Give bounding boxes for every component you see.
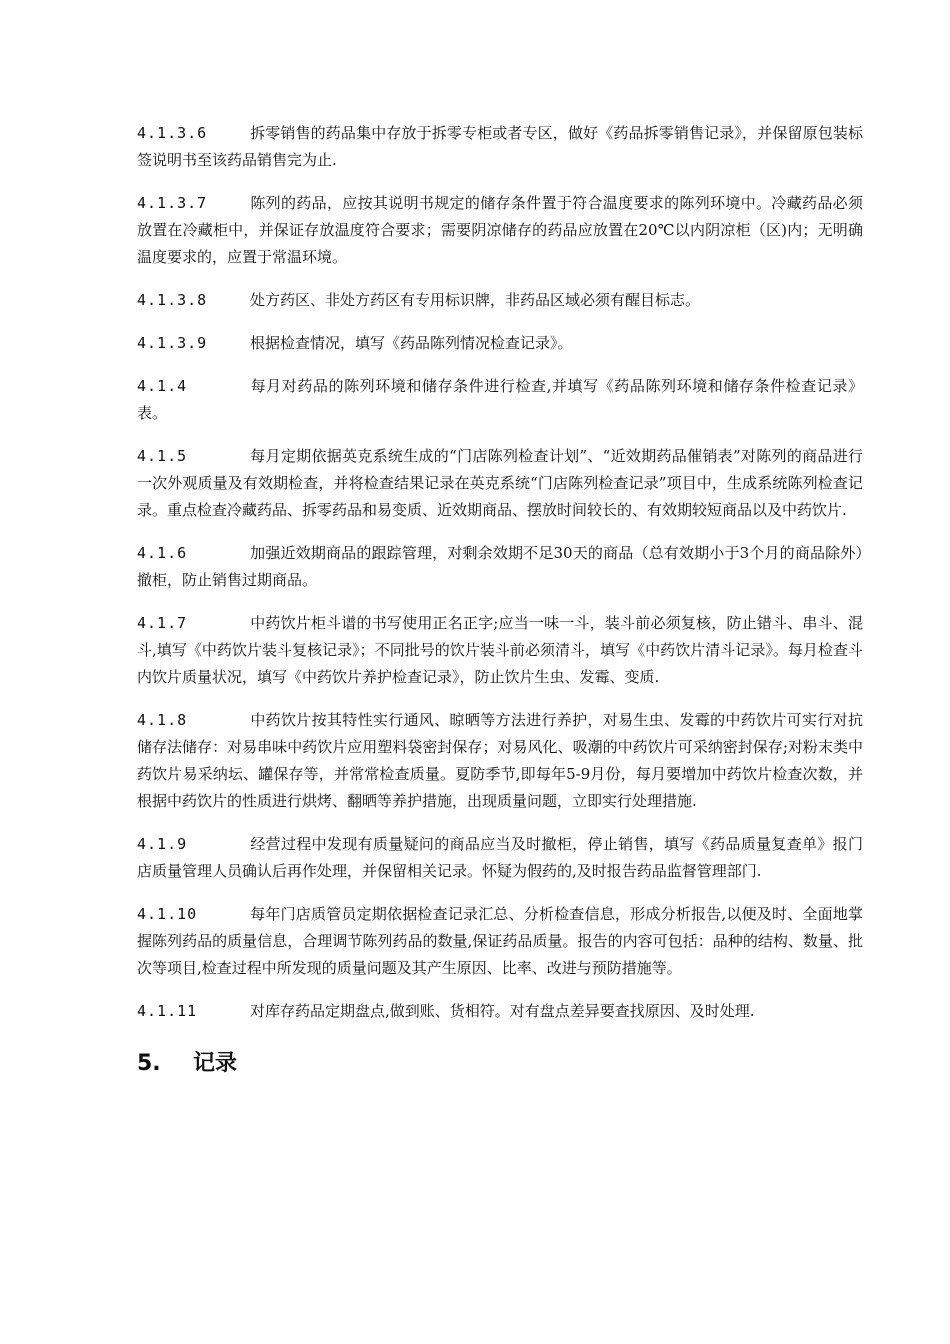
clause-number: 4.1.9 <box>137 835 188 853</box>
clause-paragraph <box>137 120 863 174</box>
document-body <box>137 120 863 1079</box>
paragraph-list <box>137 120 863 1025</box>
clause-text: 中药饮片柜斗谱的书写使用正名正字;应当一味一斗，装斗前必须复核，防止错斗、串斗、混斗,填写《中药饮片装斗复核记录》；不同批号的饮片装斗前必须清斗，填写《中药饮片清斗记录》。每月检查斗内饮片质量状况，填写《中药饮片养护检查记录》，防止饮片生虫、发霉、变质. <box>137 614 863 686</box>
clause-number: 4.1.3.6 <box>137 124 208 142</box>
clause-paragraph <box>137 610 863 691</box>
section-number: 5. <box>137 1051 161 1076</box>
clause-paragraph <box>137 287 863 314</box>
section-heading <box>137 1049 863 1079</box>
clause-text: 拆零销售的药品集中存放于拆零专柜或者专区，做好《药品拆零销售记录》，并保留原包装标签说明书至该药品销售完为止. <box>137 124 863 169</box>
clause-paragraph <box>137 998 863 1025</box>
clause-text: 根据检查情况，填写《药品陈列情况检查记录》。 <box>250 334 573 352</box>
clause-paragraph <box>137 190 863 271</box>
clause-paragraph <box>137 707 863 815</box>
clause-number: 4.1.11 <box>137 1002 198 1020</box>
clause-paragraph <box>137 901 863 982</box>
clause-paragraph <box>137 443 863 524</box>
clause-text: 每月对药品的陈列环境和储存条件进行检查,并填写《药品陈列环境和储存条件检查记录》表。 <box>137 377 863 422</box>
clause-text: 经营过程中发现有质量疑问的商品应当及时撤柜，停止销售，填写《药品质量复查单》报门店质量管理人员确认后再作处理，并保留相关记录。怀疑为假药的,及时报告药品监督管理部门. <box>137 835 863 880</box>
clause-number: 4.1.7 <box>137 614 188 632</box>
clause-paragraph <box>137 330 863 357</box>
clause-text: 中药饮片按其特性实行通风、晾晒等方法进行养护，对易生虫、发霉的中药饮片可实行对抗储存法储存：对易串味中药饮片应用塑料袋密封保存；对易风化、吸潮的中药饮片可采纳密封保存;对粉末类中药饮片易采纳坛、罐保存等，并常常检查质量。夏防季节,即每年5-9月份，每月要增加中药饮片检查次数，并根据中药饮片的性质进行烘烤、翻晒等养护措施，出现质量问题，立即实行处理措施. <box>137 711 863 810</box>
clause-paragraph <box>137 373 863 427</box>
clause-number: 4.1.10 <box>137 905 198 923</box>
clause-number: 4.1.3.7 <box>137 194 208 212</box>
clause-text: 每月定期依据英克系统生成的“门店陈列检查计划”、“近效期药品催销表”对陈列的商品进行一次外观质量及有效期检查，并将检查结果记录在英克系统“门店陈列检查记录”项目中，生成系统陈列检查记录。重点检查冷藏药品、拆零药品和易变质、近效期商品、摆放时间较长的、有效期较短商品以及中药饮片. <box>137 447 863 519</box>
clause-text: 对库存药品定期盘点,做到账、货相符。对有盘点差异要查找原因、及时处理. <box>250 1002 755 1020</box>
clause-text: 加强近效期商品的跟踪管理，对剩余效期不足30天的商品（总有效期小于3个月的商品除外）撤柜，防止销售过期商品。 <box>137 544 863 589</box>
clause-number: 4.1.8 <box>137 711 188 729</box>
clause-paragraph <box>137 540 863 594</box>
clause-text: 处方药区、非处方药区有专用标识牌，非药品区域必须有醒目标志。 <box>250 291 701 309</box>
clause-number: 4.1.3.8 <box>137 291 208 309</box>
clause-number: 4.1.5 <box>137 447 188 465</box>
clause-text: 陈列的药品，应按其说明书规定的储存条件置于符合温度要求的陈列环境中。冷藏药品必须放置在冷藏柜中，并保证存放温度符合要求；需要阴凉储存的药品应放置在20℃以内阴凉柜（区)内；无明确温度要求的，应置于常温环境。 <box>137 194 863 266</box>
clause-text: 每年门店质管员定期依据检查记录汇总、分析检查信息，形成分析报告,以便及时、全面地掌握陈列药品的质量信息，合理调节陈列药品的数量,保证药品质量。报告的内容可包括：品种的结构、数量、批次等项目,检查过程中所发现的质量问题及其产生原因、比率、改进与预防措施等。 <box>137 905 863 977</box>
clause-number: 4.1.4 <box>137 377 188 395</box>
section-title: 记录 <box>193 1051 238 1076</box>
clause-number: 4.1.3.9 <box>137 334 208 352</box>
clause-paragraph <box>137 831 863 885</box>
clause-number: 4.1.6 <box>137 544 188 562</box>
